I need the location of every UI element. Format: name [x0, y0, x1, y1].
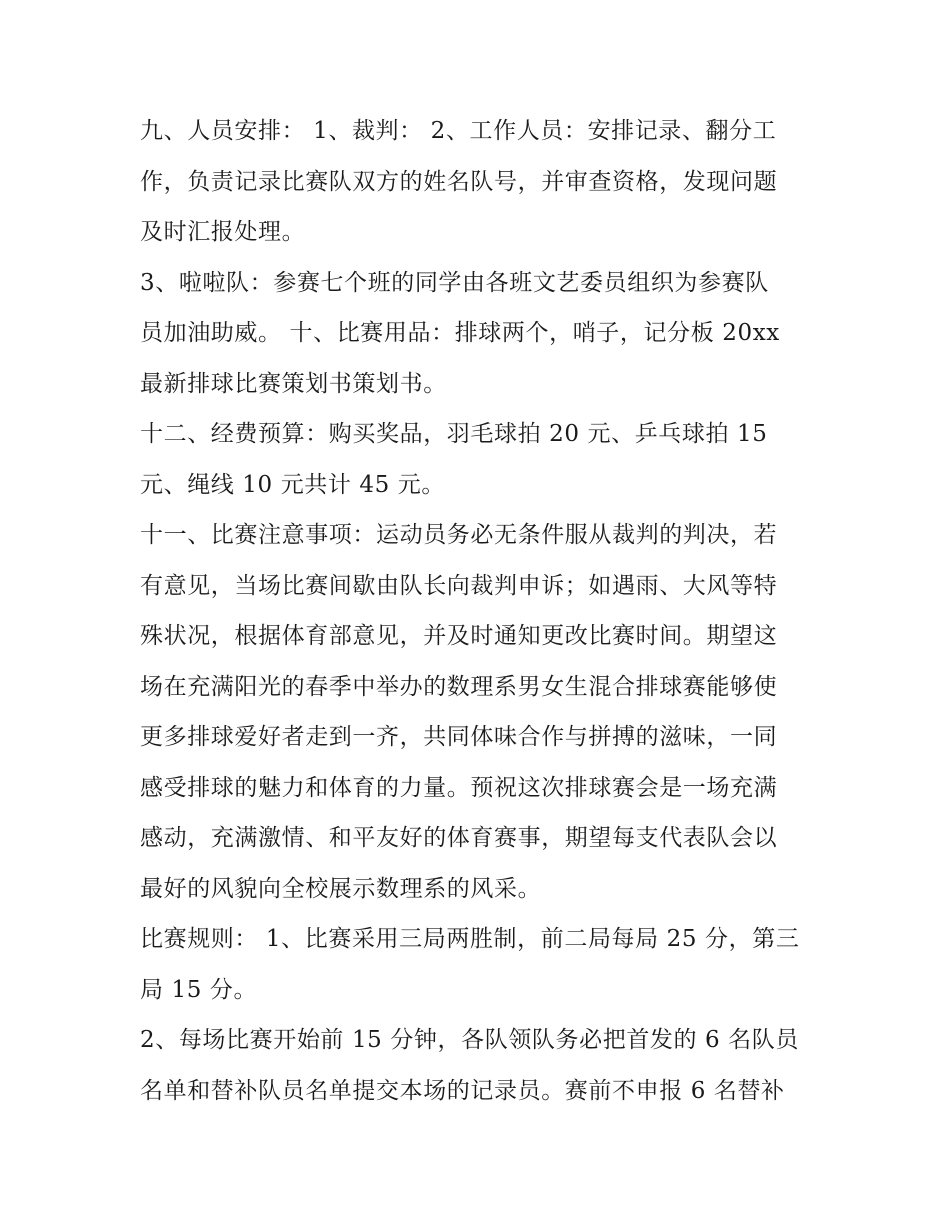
text-line: 更多排球爱好者走到一齐，共同体味合作与拼搏的滋味，一同 — [140, 724, 778, 750]
text-line: 最好的风貌向全校展示数理系的风采。 — [140, 875, 542, 902]
text-line: 比赛规则： 1、比赛采用三局两胜制，前二局每局 25 分，第三 — [140, 926, 800, 952]
text-line: 有意见，当场比赛间歇由队长向裁判申诉；如遇雨、大风等特 — [140, 572, 778, 599]
text-line: 员加油助威。 十、比赛用品：排球两个，哨子，记分板 20xx — [140, 320, 780, 346]
document-body — [140, 106, 820, 1116]
text-line: 元、绳线 10 元共计 45 元。 — [140, 471, 445, 498]
text-line: 感受排球的魅力和体育的力量。预祝这次排球赛会是一场充满 — [140, 774, 778, 801]
text-line: 作，负责记录比赛队双方的姓名队号，并审查资格，发现问题 — [140, 168, 778, 195]
text-line: 3、啦啦队：参赛七个班的同学由各班文艺委员组织为参赛队 — [140, 269, 769, 296]
text-line: 局 15 分。 — [140, 976, 258, 1003]
text-line: 最新排球比赛策划书策划书。 — [140, 370, 447, 397]
text-line: 感动，充满激情、和平友好的体育赛事，期望每支代表队会以 — [140, 825, 778, 851]
text-line: 九、人员安排： 1、裁判： 2、工作人员：安排记录、翻分工 — [140, 118, 777, 144]
text-line: 殊状况，根据体育部意见，并及时通知更改比赛时间。期望这 — [140, 623, 778, 649]
text-line: 及时汇报处理。 — [140, 219, 306, 245]
text-line: 十二、经费预算：购买奖品，羽毛球拍 20 元、乒乓球拍 15 — [140, 421, 768, 447]
text-line: 十一、比赛注意事项：运动员务必无条件服从裁判的判决，若 — [140, 522, 778, 548]
text-line: 场在充满阳光的春季中举办的数理系男女生混合排球赛能够使 — [140, 673, 778, 700]
text-line: 2、每场比赛开始前 15 分钟，各队领队务必把首发的 6 名队员 — [140, 1027, 799, 1053]
text-line: 名单和替补队员名单提交本场的记录员。赛前不申报 6 名替补 — [140, 1077, 785, 1104]
